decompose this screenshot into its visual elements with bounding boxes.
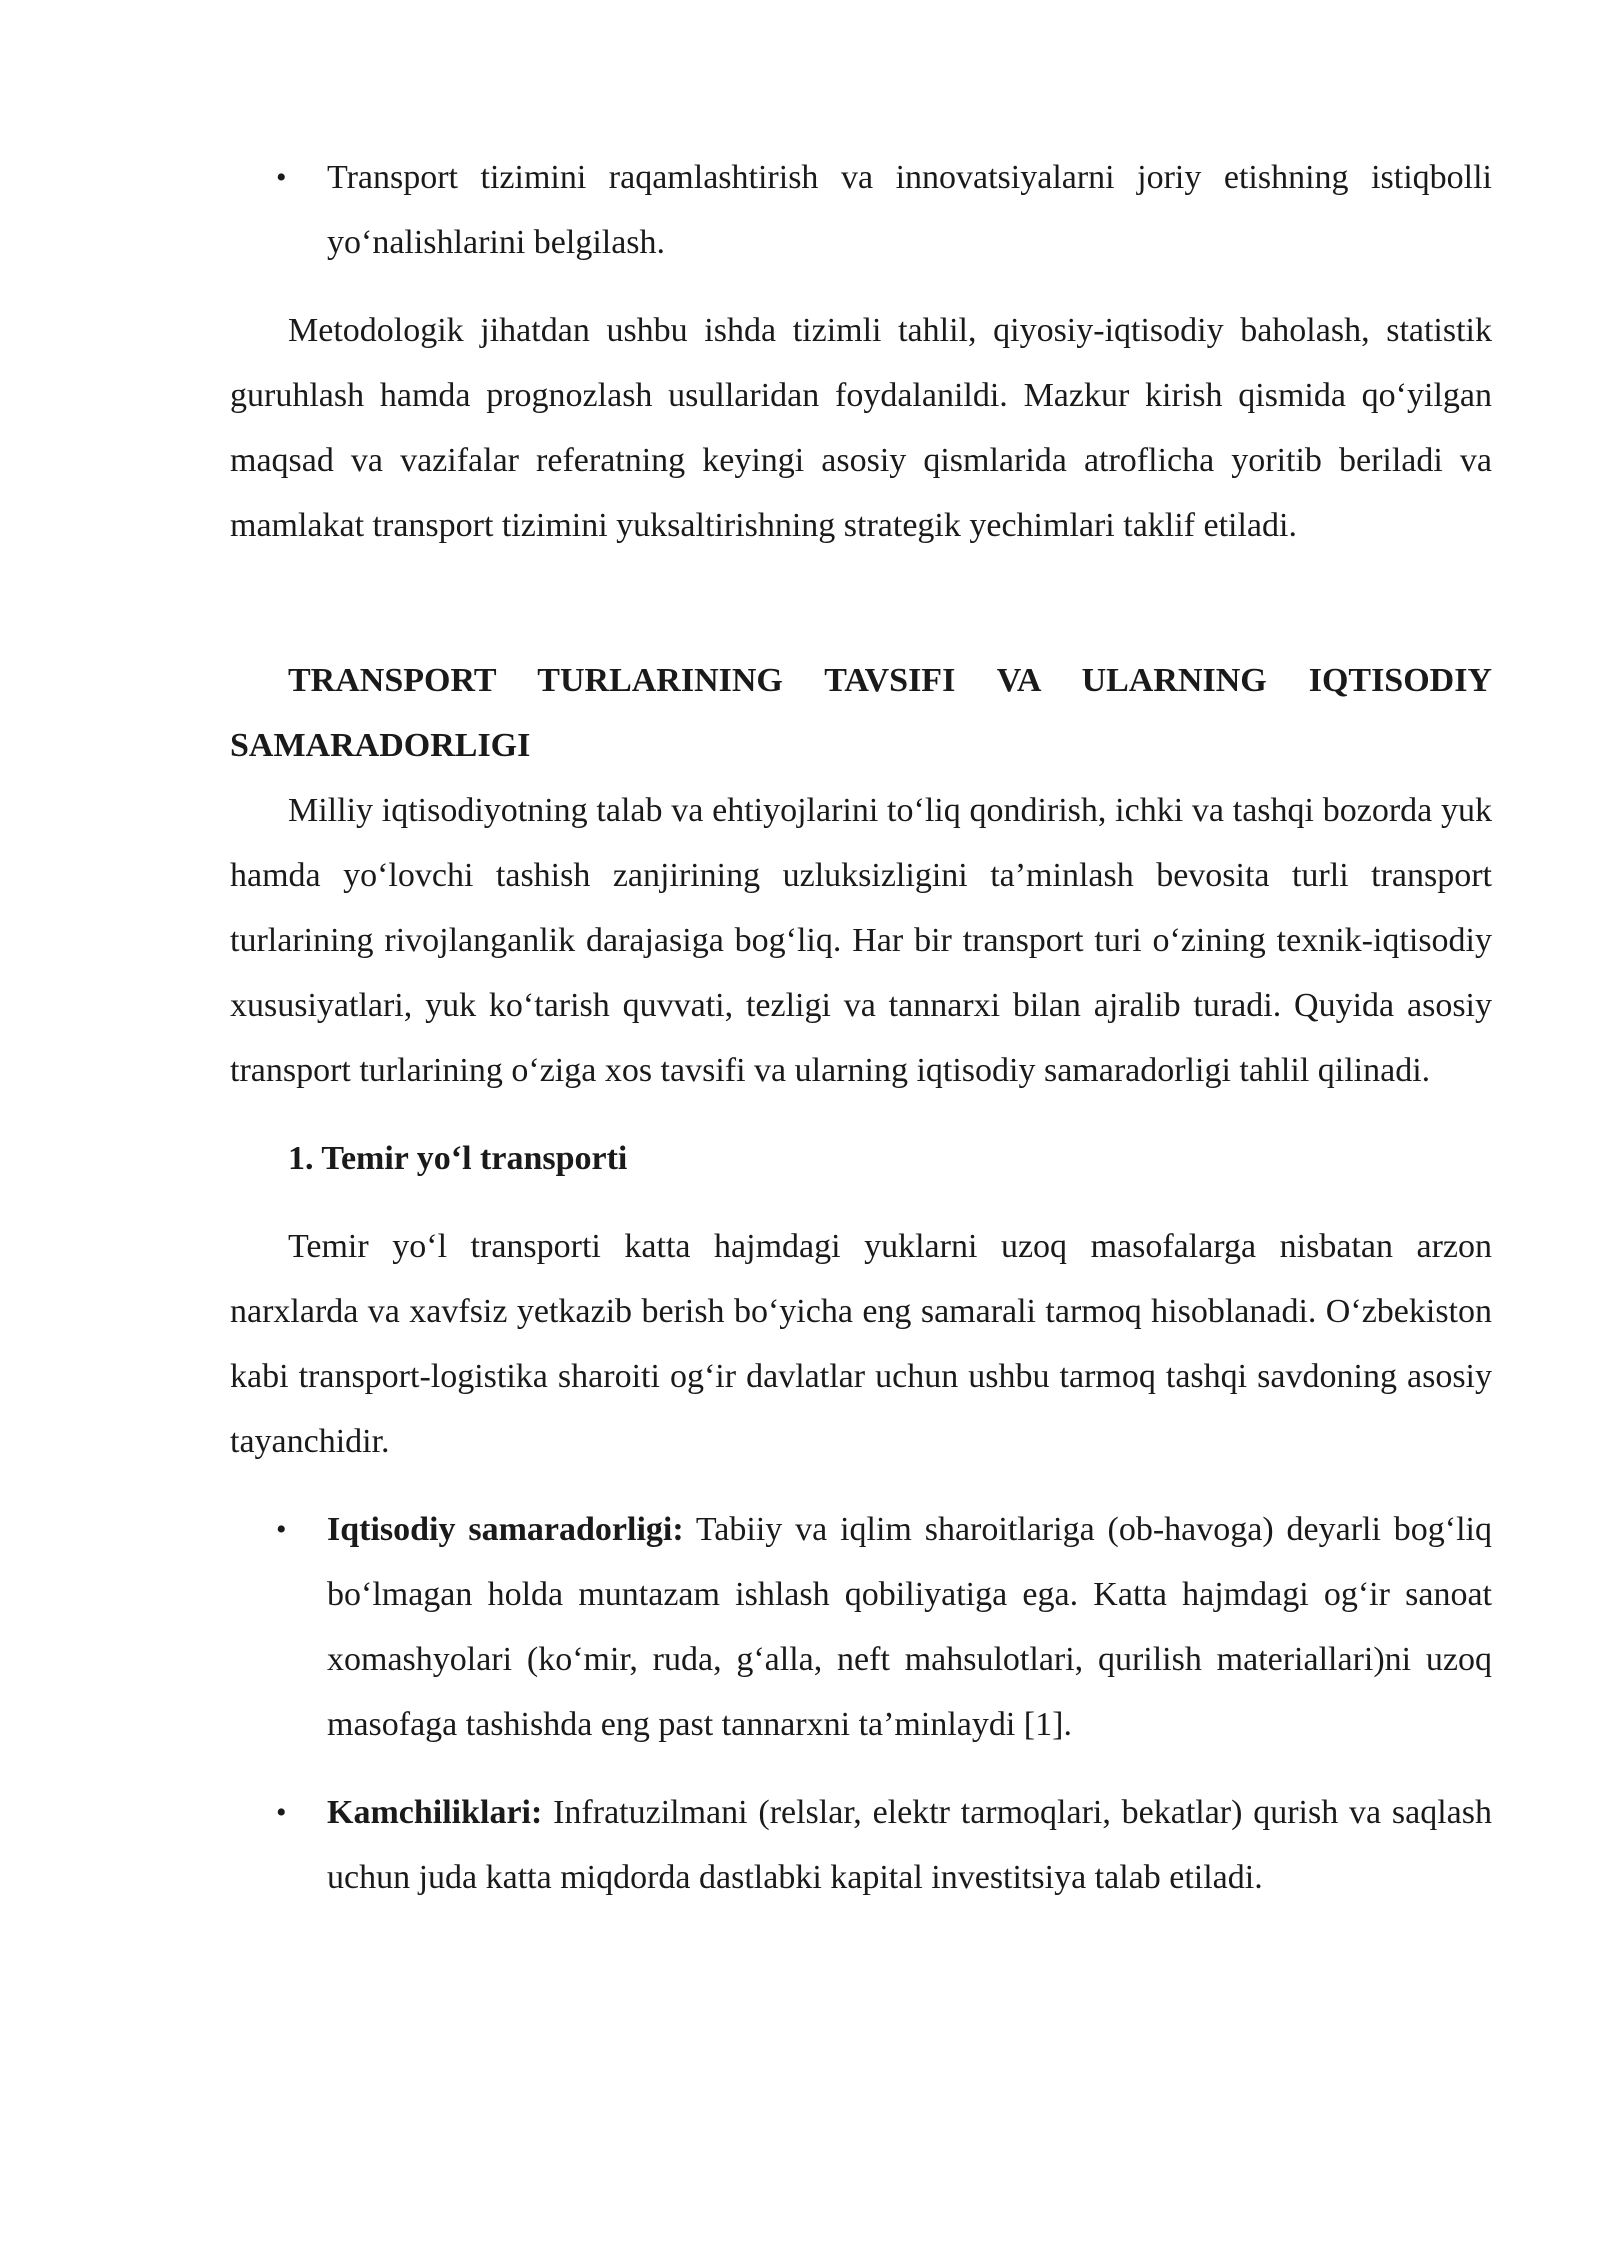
list-item — [230, 145, 1492, 275]
intro-bullet-list — [230, 145, 1492, 275]
list-item — [230, 1780, 1492, 1910]
bullet-icon: • — [276, 161, 287, 194]
section-paragraph: Milliy iqtisodiyotning talab va ehtiyojlarini to‘liq qondirish, ichki va tashqi bozorda yuk hamda yo‘lovchi tashish zanjirining uzluksizligini ta’minlash bevosita turli transport turlarining rivojlanganlik darajasiga bog‘liq. Har bir transport turi o‘zining texnik-iqtisodiy xususiyatlari, yuk ko‘tarish quvvati, tezligi va tannarxi bilan ajralib turadi. Quyida asosiy transport turlarining o‘ziga xos tavsifi va ularning iqtisodiy samaradorligi tahlil qilinadi. — [230, 792, 1492, 1089]
bullet-term: Iqtisodiy samaradorligi: — [327, 1511, 684, 1548]
bullet-term: Kamchiliklari: — [327, 1794, 543, 1831]
bullet-icon: • — [276, 1513, 287, 1546]
section-heading: TRANSPORT TURLARINING TAVSIFI VA ULARNING IQTISODIY SAMARADORLIGI — [230, 662, 1492, 764]
subsection-paragraph: Temir yo‘l transporti katta hajmdagi yuklarni uzoq masofalarga nisbatan arzon narxlarda va xavfsiz yetkazib berish bo‘yicha eng samarali tarmoq hisoblanadi. O‘zbekiston kabi transport-logistika sharoiti og‘ir davlatlar uchun ushbu tarmoq tashqi savdoning asosiy tayanchidir. — [230, 1228, 1492, 1460]
subsection-heading: 1. Temir yo‘l transporti — [288, 1140, 628, 1177]
bullet-icon: • — [276, 1796, 287, 1829]
rail-bullet-list — [230, 1497, 1492, 1910]
document-page — [230, 145, 1492, 1910]
list-item — [230, 1497, 1492, 1757]
list-item-text: Tabiiy va iqlim sharoitlariga (ob-havoga) deyarli bog‘liq bo‘lmagan holda muntazam ishlash qobiliyatiga ega. Katta hajmdagi og‘ir sanoat xomashyolari (ko‘mir, ruda, g‘alla, neft mahsulotlari, qurilish materiallari)ni uzoq masofaga tashishda eng past tannarxni ta’minlaydi [1]. — [327, 1511, 1492, 1743]
methodology-paragraph: Metodologik jihatdan ushbu ishda tizimli tahlil, qiyosiy-iqtisodiy baholash, statistik guruhlash hamda prognozlash usullaridan foydalanildi. Mazkur kirish qismida qo‘yilgan maqsad va vazifalar referatning keyingi asosiy qismlarida atroflicha yoritib beriladi va mamlakat transport tizimini yuksaltirishning strategik yechimlari taklif etiladi. — [230, 312, 1492, 544]
list-item-text: Infratuzilmani (relslar, elektr tarmoqlari, bekatlar) qurish va saqlash uchun juda katta miqdorda dastlabki kapital investitsiya talab etiladi. — [327, 1794, 1492, 1896]
list-item-text: Transport tizimini raqamlashtirish va innovatsiyalarni joriy etishning istiqbolli yo‘nalishlarini belgilash. — [327, 159, 1492, 261]
